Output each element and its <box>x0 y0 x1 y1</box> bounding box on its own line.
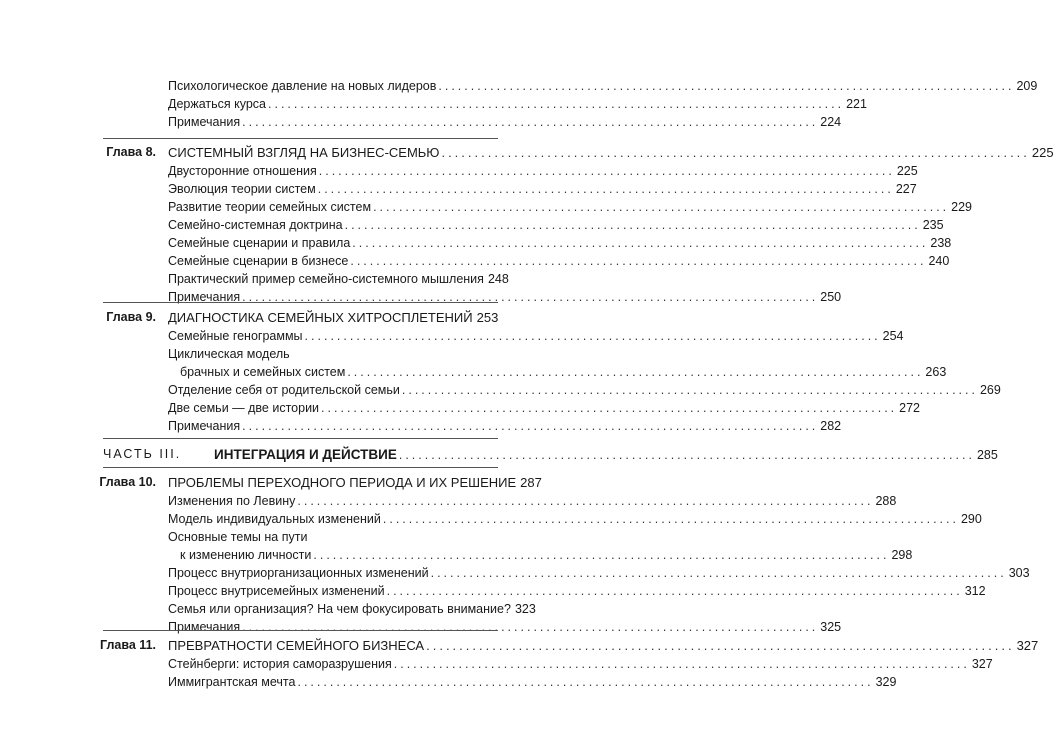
toc-entry <box>168 271 509 288</box>
toc-entry <box>168 547 913 564</box>
entry-title: Основные темы на пути <box>168 530 308 544</box>
toc-entry <box>168 418 842 435</box>
entry-page: 269 <box>979 383 1001 397</box>
section-divider <box>103 302 498 303</box>
entry-title: к изменению личности <box>180 548 312 562</box>
leader-dots: ......................................................................................... <box>242 115 819 129</box>
toc-entry <box>168 289 842 306</box>
chapter-page: 287 <box>520 475 542 490</box>
part-title: ИНТЕГРАЦИЯ И ДЕЙСТВИЕ <box>214 447 397 462</box>
toc-entry <box>168 253 950 270</box>
chapter-label: Глава 8. <box>106 145 156 159</box>
entry-title: Семья или организация? На чем фокусировать внимание? <box>168 602 511 616</box>
entry-page: 229 <box>951 200 973 214</box>
toc-entry-line1 <box>168 529 498 546</box>
chapter-title: СИСТЕМНЫЙ ВЗГЛЯД НА БИЗНЕС-СЕМЬЮ <box>168 145 440 160</box>
part-page: 285 <box>976 448 998 462</box>
toc-entry <box>168 163 918 180</box>
leader-dots: ......................................................................................... <box>441 145 1030 160</box>
toc-entry <box>168 511 982 528</box>
entry-page: 209 <box>1016 79 1038 93</box>
toc-entry <box>168 493 897 510</box>
leader-dots: ......................................................................................... <box>373 200 950 214</box>
chapter-label: Глава 10. <box>99 475 156 489</box>
entry-title: Развитие теории семейных систем <box>168 200 372 214</box>
entry-title: Стейнберги: история саморазрушения <box>168 657 392 671</box>
chapter-title: ПРОБЛЕМЫ ПЕРЕХОДНОГО ПЕРИОДА И ИХ РЕШЕНИЕ <box>168 475 517 490</box>
entry-title: Эволюция теории систем <box>168 182 316 196</box>
entry-title: Две семьи — две истории <box>168 401 320 415</box>
entry-page: 290 <box>960 512 982 526</box>
entry-title: Семейные генограммы <box>168 329 303 343</box>
chapter-heading <box>168 474 542 491</box>
leader-dots: ......................................................................................... <box>242 620 819 634</box>
entry-title: Семейные сценарии и правила <box>168 236 351 250</box>
toc-entry <box>168 364 947 381</box>
entry-title: Процесс внутрисемейных изменений <box>168 584 385 598</box>
leader-dots: ......................................................................................... <box>393 657 970 671</box>
entry-page: 288 <box>875 494 897 508</box>
leader-dots: ......................................................................................... <box>297 494 874 508</box>
entry-page: 312 <box>964 584 986 598</box>
leader-dots: ......................................................................................... <box>242 419 819 433</box>
entry-title: Отделение себя от родительской семьи <box>168 383 400 397</box>
leader-dots: ......................................................................................... <box>297 675 874 689</box>
leader-dots: ......................................................................................... <box>350 254 927 268</box>
entry-title: Процесс внутриорганизационных изменений <box>168 566 429 580</box>
entry-page: 250 <box>820 290 842 304</box>
leader-dots: ......................................................................................... <box>386 584 963 598</box>
toc-entry <box>168 601 536 618</box>
toc-entry <box>168 674 897 691</box>
entry-title: Психологическое давление на новых лидеров <box>168 79 437 93</box>
entry-page: 238 <box>930 236 952 250</box>
section-divider <box>103 467 498 468</box>
chapter-label: Глава 9. <box>106 310 156 324</box>
entry-title: Иммигрантская мечта <box>168 675 296 689</box>
entry-page: 298 <box>891 548 913 562</box>
entry-page: 303 <box>1008 566 1030 580</box>
entry-title: Примечания <box>168 620 241 634</box>
section-divider <box>103 630 498 631</box>
toc-entry <box>168 328 904 345</box>
toc-entry <box>168 199 973 216</box>
leader-dots: ......................................................................................... <box>398 448 975 462</box>
leader-dots: ......................................................................................... <box>347 365 924 379</box>
toc-entry <box>168 656 993 673</box>
leader-dots: ......................................................................................... <box>438 79 1015 93</box>
toc-entry <box>168 78 1038 95</box>
entry-title: Держаться курса <box>168 97 267 111</box>
entry-page: 254 <box>882 329 904 343</box>
entry-title: Модель индивидуальных изменений <box>168 512 381 526</box>
entry-page: 272 <box>899 401 920 415</box>
chapter-label: Глава 11. <box>100 638 156 652</box>
toc-entry-line1 <box>168 346 498 363</box>
leader-dots: ......................................................................................... <box>313 548 890 562</box>
chapter-title: ДИАГНОСТИКА СЕМЕЙНЫХ ХИТРОСПЛЕТЕНИЙ <box>168 310 473 325</box>
entry-page: 282 <box>820 419 842 433</box>
chapter-page: 327 <box>1016 638 1039 653</box>
leader-dots: ......................................................................................... <box>304 329 881 343</box>
entry-title: Практический пример семейно-системного мышления <box>168 272 484 286</box>
chapter-heading <box>168 144 1054 161</box>
entry-title: Примечания <box>168 115 241 129</box>
toc-entry <box>168 114 842 131</box>
entry-title: Семейные сценарии в бизнесе <box>168 254 349 268</box>
section-divider <box>103 138 498 139</box>
entry-page: 263 <box>925 365 947 379</box>
entry-page: 323 <box>514 602 536 616</box>
toc-entry <box>168 181 917 198</box>
leader-dots: ......................................................................................... <box>426 638 1015 653</box>
leader-dots: ......................................................................................... <box>268 97 845 111</box>
toc-entry <box>168 583 986 600</box>
entry-title: Семейно-системная доктрина <box>168 218 343 232</box>
toc-entry <box>168 565 1030 582</box>
entry-title: брачных и семейных систем <box>180 365 346 379</box>
chapter-page: 253 <box>476 310 499 325</box>
chapter-heading <box>168 309 498 326</box>
leader-dots: ......................................................................................... <box>344 218 921 232</box>
leader-dots: ......................................................................................... <box>242 290 819 304</box>
toc-entry <box>168 217 944 234</box>
entry-title: Двусторонние отношения <box>168 164 317 178</box>
entry-title: Циклическая модель <box>168 347 290 361</box>
entry-title: Примечания <box>168 290 241 304</box>
leader-dots: ......................................................................................... <box>382 512 959 526</box>
entry-page: 248 <box>487 272 509 286</box>
entry-page: 240 <box>928 254 950 268</box>
entry-page: 221 <box>846 97 867 111</box>
chapter-page: 225 <box>1031 145 1054 160</box>
toc-entry <box>168 619 842 636</box>
part-label: ЧАСТЬ III. <box>103 447 182 461</box>
entry-page: 225 <box>896 164 918 178</box>
part-heading <box>214 446 998 463</box>
entry-page: 224 <box>820 115 842 129</box>
leader-dots: ......................................................................................... <box>401 383 978 397</box>
toc-entry <box>168 382 1001 399</box>
entry-page: 235 <box>922 218 944 232</box>
entry-page: 329 <box>875 675 897 689</box>
entry-page: 227 <box>895 182 917 196</box>
leader-dots: ......................................................................................... <box>317 182 894 196</box>
leader-dots: ......................................................................................... <box>430 566 1007 580</box>
toc-entry <box>168 400 920 417</box>
chapter-heading <box>168 637 1039 654</box>
section-divider <box>103 438 498 439</box>
entry-page: 327 <box>971 657 993 671</box>
leader-dots: ......................................................................................... <box>352 236 929 250</box>
entry-title: Изменения по Левину <box>168 494 296 508</box>
chapter-title: ПРЕВРАТНОСТИ СЕМЕЙНОГО БИЗНЕСА <box>168 638 425 653</box>
entry-page: 325 <box>820 620 842 634</box>
leader-dots: ......................................................................................... <box>318 164 895 178</box>
entry-title: Примечания <box>168 419 241 433</box>
leader-dots: ......................................................................................... <box>321 401 898 415</box>
toc-entry <box>168 96 867 113</box>
toc-entry <box>168 235 952 252</box>
